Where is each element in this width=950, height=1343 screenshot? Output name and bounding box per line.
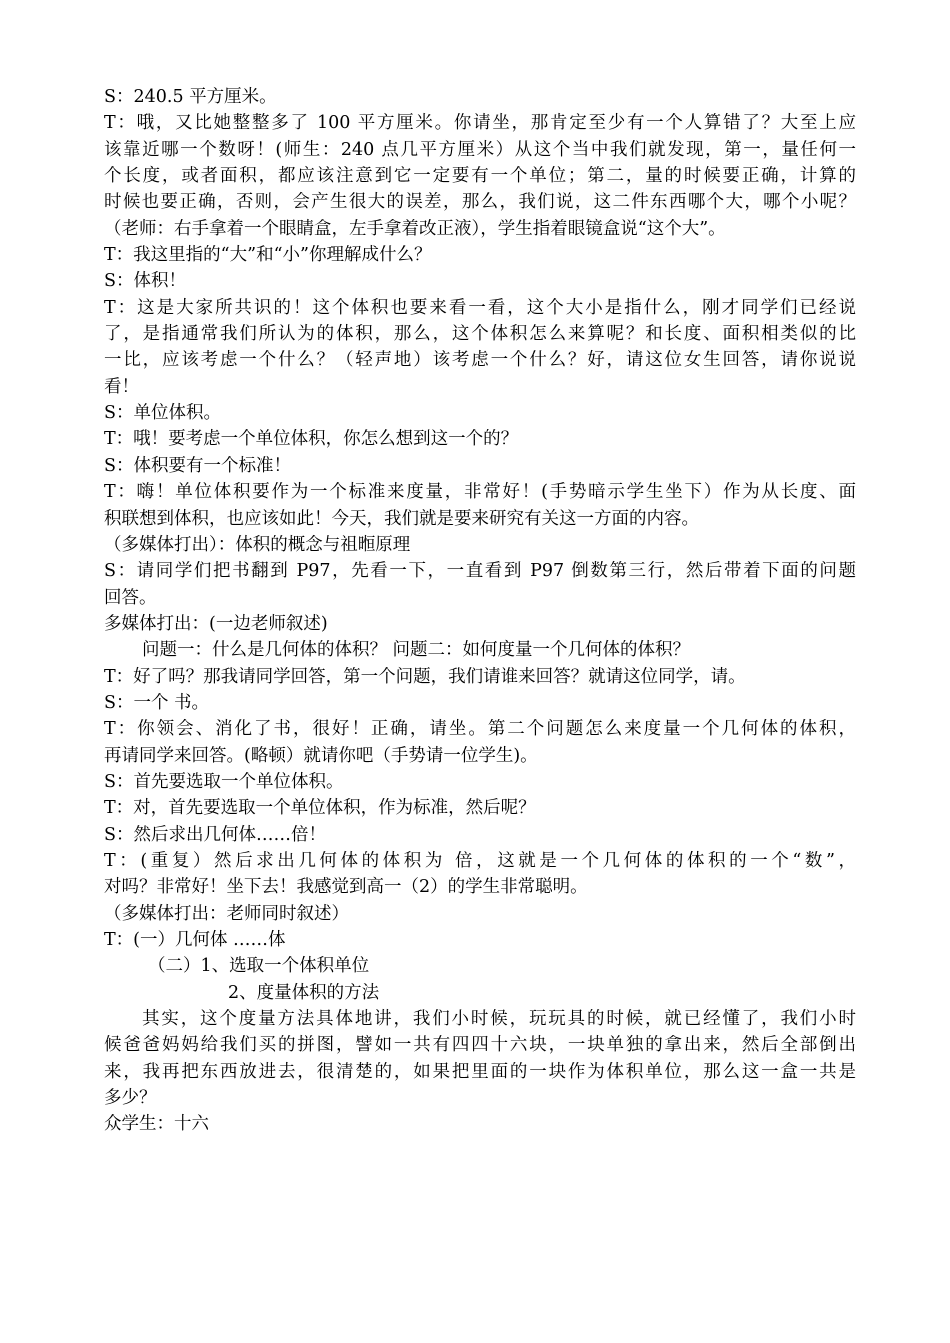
text-line: S：首先要选取一个单位体积。 — [104, 771, 344, 792]
text-line: T：对，首先要选取一个单位体积，作为标准，然后呢？ — [104, 798, 536, 819]
text-line: 再请同学来回答。(略顿）就请你吧（手势请一位学生)。 — [104, 745, 538, 766]
text-line: 来，我再把东西放进去，很清楚的，如果把里面的一块作为体积单位，那么这一盒一共是 — [104, 1061, 856, 1082]
text-line: （多媒体打出）：体积的概念与祖暅原理 — [104, 534, 411, 555]
text-line: （老师：右手拿着一个眼睛盒，左手拿着改正液），学生指着眼镜盒说“这个大”。 — [104, 218, 726, 239]
text-line: 积联想到体积，也应该如此！今天，我们就是要来研究有关这一方面的内容。 — [104, 508, 699, 529]
text-line: T：(重复）然后求出几何体的体积为 倍，这就是一个几何体的体积的一个“数”， — [104, 850, 856, 871]
text-line: 个长度，或者面积，都应该注意到它一定要有一个单位；第二，量的时候要正确，计算的 — [104, 166, 856, 187]
text-line: 一比，应该考虑一个什么？（轻声地）该考虑一个什么？好，请这位女生回答，请你说说 — [104, 350, 856, 371]
document-body — [104, 84, 856, 1138]
text-line: 多少？ — [104, 1088, 157, 1109]
text-line: S：240.5 平方厘米。 — [104, 87, 277, 107]
text-line: T：(一）几何体 ……体 — [104, 930, 286, 950]
text-line: 2、度量体积的方法 — [228, 982, 380, 1003]
text-line: S：体积要有一个标准！ — [104, 455, 291, 476]
text-line: T：嗨！单位体积要作为一个标准来度量，非常好！(手势暗示学生坐下）作为从长度、面 — [104, 482, 856, 503]
text-line: S：一个 书。 — [104, 692, 210, 713]
text-line: 该靠近哪一个数呀！(师生：240 点几平方厘米）从这个当中我们就发现，第一，量任何一 — [104, 139, 856, 160]
text-line: T：哦！要考虑一个单位体积，你怎么想到这一个的？ — [104, 429, 519, 450]
text-line: T：这是大家所共识的！这个体积也要来看一看，这个大小是指什么，刚才同学们已经说 — [104, 297, 856, 318]
text-line: 其实，这个度量方法具体地讲，我们小时候，玩玩具的时候，就已经懂了，我们小时 — [142, 1009, 856, 1030]
text-line: T：好了吗？那我请同学回答，第一个问题，我们请谁来回答？就请这位同学，请。 — [104, 666, 746, 687]
text-line: 了，是指通常我们所认为的体积，那么，这个体积怎么来算呢？和长度、面积相类似的比 — [104, 324, 856, 345]
text-line: 候爸爸妈妈给我们买的拼图，譬如一共有四四十六块，一块单独的拿出来，然后全部倒出 — [104, 1035, 856, 1056]
text-line: （二）1、选取一个体积单位 — [148, 956, 370, 977]
text-line: 对吗？非常好！坐下去！我感觉到高一（2）的学生非常聪明。 — [104, 877, 588, 898]
text-line: T：我这里指的“大”和“小”你理解成什么？ — [104, 245, 432, 266]
text-line: 时候也要正确，否则，会产生很大的误差，那么，我们说，这二件东西哪个大，哪个小呢？ — [104, 192, 856, 213]
text-line: 多媒体打出：(一边老师叙述) — [104, 613, 328, 634]
text-line: 问题一：什么是几何体的体积？ 问题二：如何度量一个几何体的体积？ — [142, 640, 691, 661]
text-line: T：你领会、消化了书，很好！正确，请坐。第二个问题怎么来度量一个几何体的体积， — [104, 719, 856, 740]
text-line: 众学生：十六 — [104, 1114, 209, 1135]
text-line: S：单位体积。 — [104, 403, 221, 424]
text-line: S：体积！ — [104, 271, 186, 292]
text-line: 看！ — [104, 376, 139, 397]
text-line: T：哦，又比她整整多了 100 平方厘米。你请坐，那肯定至少有一个人算错了？大至上应 — [104, 113, 856, 134]
text-line: （多媒体打出：老师同时叙述） — [104, 903, 349, 924]
text-line: 回答。 — [104, 587, 157, 608]
text-line: S：然后求出几何体……倍！ — [104, 824, 326, 845]
text-line: S：请同学们把书翻到 P97，先看一下，一直看到 P97 倒数第三行，然后带着下面的问题 — [104, 561, 856, 582]
